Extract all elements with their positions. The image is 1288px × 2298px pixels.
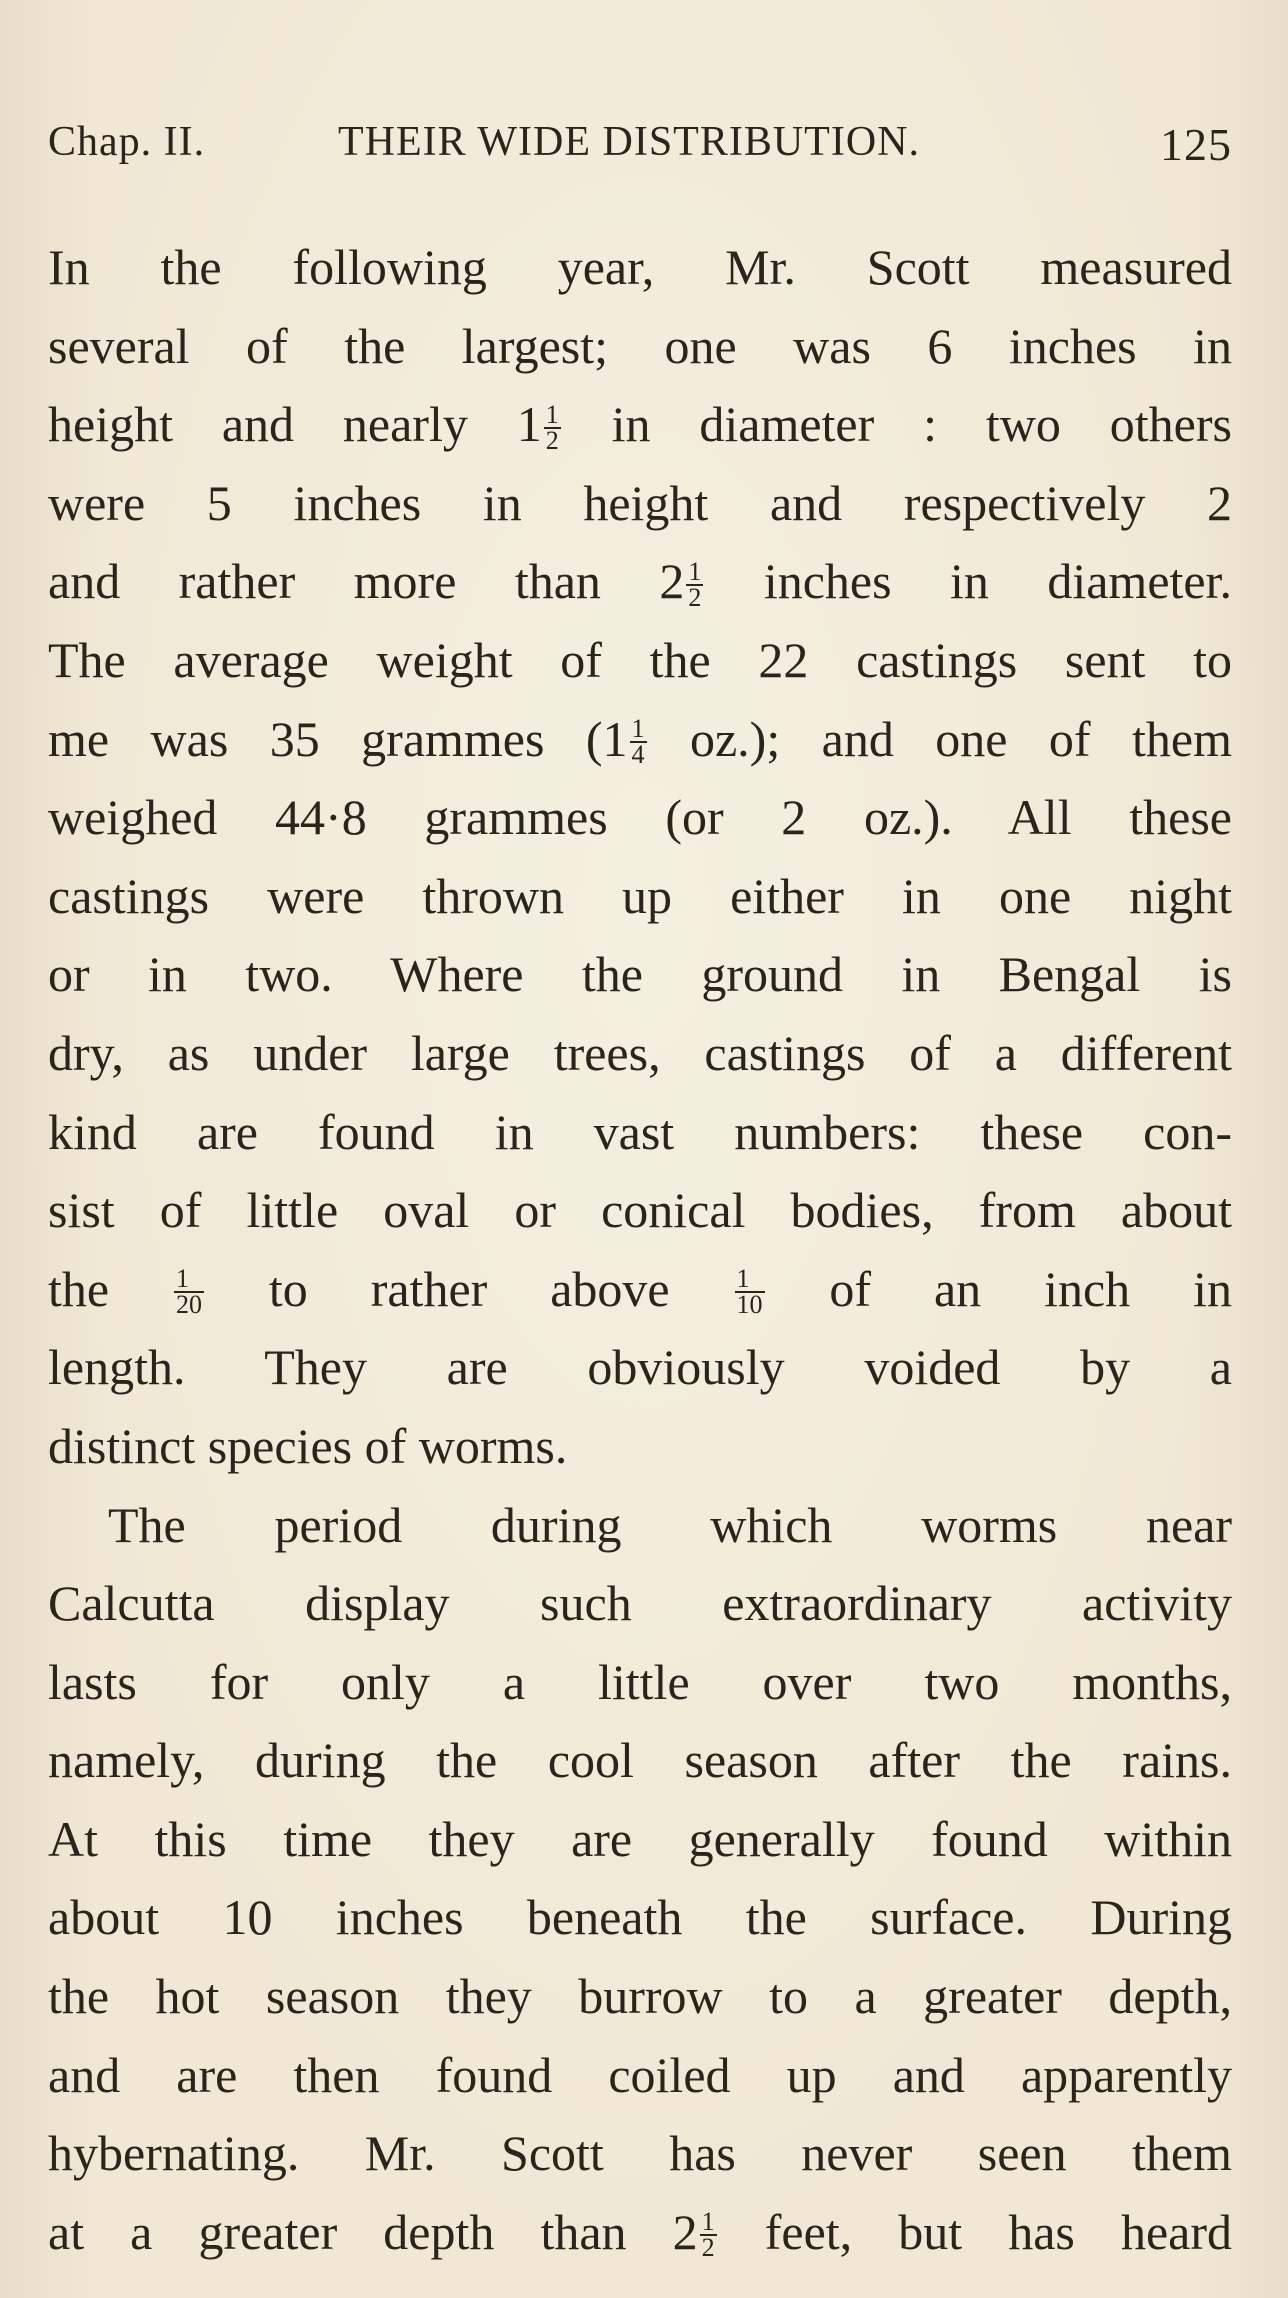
line-text: sist of little oval or conical bodies, from about (48, 1182, 1232, 1239)
fraction (686, 556, 703, 612)
fraction (700, 2207, 717, 2263)
fraction-numerator: 1 (701, 2207, 715, 2237)
fraction-numerator: 1 (688, 556, 702, 586)
line-text: height and nearly 1 (48, 396, 542, 453)
line-text: the (48, 1260, 172, 1317)
fraction-numerator: 1 (735, 1267, 765, 1293)
text-line (48, 1486, 1232, 1565)
text-line (48, 621, 1232, 700)
text-line (48, 857, 1232, 936)
text-line (48, 1014, 1232, 1093)
text-line (48, 1250, 1232, 1329)
line-text: about 10 inches beneath the surface. During (48, 1889, 1232, 1946)
page-number: 125 (1160, 119, 1232, 170)
line-text: the hot season they burrow to a greater depth, (48, 1968, 1232, 2025)
line-text: At this time they are generally found within (48, 1810, 1232, 1867)
body-text (48, 228, 1232, 2271)
text-line (48, 1800, 1232, 1879)
text-line (48, 2036, 1232, 2115)
line-text: and are then found coiled up and apparently (48, 2046, 1232, 2103)
line-text: In the following year, Mr. Scott measured (48, 239, 1232, 295)
text-line (48, 1407, 1232, 1486)
text-line (48, 464, 1232, 543)
text-line (48, 1721, 1232, 1800)
line-text: kind are found in vast numbers: these con- (48, 1103, 1232, 1160)
line-text: several of the largest; one was 6 inches in (48, 317, 1232, 374)
text-line (48, 2114, 1232, 2193)
text-line (48, 1564, 1232, 1643)
line-text: inches in diameter. (705, 553, 1232, 610)
fraction-denominator: 4 (631, 740, 645, 770)
line-text: weighed 44·8 grammes (or 2 oz.). All these (48, 789, 1232, 846)
text-line (48, 1328, 1232, 1407)
line-text: of an inch in (766, 1260, 1232, 1317)
line-text: feet, but has heard (718, 2203, 1232, 2260)
line-text: and rather more than 2 (48, 553, 685, 610)
text-line (48, 1643, 1232, 1722)
text-line (48, 2193, 1232, 2272)
fraction (544, 399, 561, 455)
line-text: to rather above (206, 1260, 733, 1317)
text-line (48, 1878, 1232, 1957)
text-line (48, 228, 1232, 307)
line-text: oz.); and one of them (648, 710, 1232, 767)
line-text: castings were thrown up either in one night (48, 867, 1232, 924)
line-text: length. They are obviously voided by a (48, 1339, 1232, 1396)
text-line (48, 935, 1232, 1014)
line-text: namely, during the cool season after the rains. (48, 1732, 1232, 1789)
text-line (48, 1957, 1232, 2036)
line-text: Calcutta display such extraordinary activity (48, 1575, 1232, 1632)
fraction (630, 714, 647, 770)
fraction-denominator: 2 (701, 2233, 715, 2263)
line-text: distinct species of worms. (48, 1417, 568, 1474)
text-line (48, 778, 1232, 857)
line-text: me was 35 grammes (1 (48, 710, 628, 767)
fraction (735, 1264, 765, 1320)
fraction-denominator: 20 (176, 1290, 202, 1320)
fraction (174, 1264, 204, 1320)
text-line (48, 385, 1232, 464)
fraction-denominator: 2 (688, 582, 702, 612)
fraction-numerator: 1 (174, 1267, 204, 1293)
line-text: The period during which worms near (108, 1496, 1232, 1553)
running-header (48, 118, 1232, 178)
line-text: The average weight of the 22 castings sent to (48, 631, 1232, 688)
line-text: lasts for only a little over two months, (48, 1653, 1232, 1710)
chapter-label: Chap. II. (48, 119, 206, 165)
text-line (48, 700, 1232, 779)
fraction-numerator: 1 (631, 714, 645, 744)
line-text: in diameter : two others (562, 396, 1232, 453)
line-text: or in two. Where the ground in Bengal is (48, 946, 1232, 1003)
text-line (48, 1171, 1232, 1250)
line-text: at a greater depth than 2 (48, 2203, 698, 2260)
text-line (48, 307, 1232, 386)
fraction-numerator: 1 (545, 399, 559, 429)
line-text: were 5 inches in height and respectively 2 (48, 474, 1232, 531)
line-text: dry, as under large trees, castings of a different (48, 1024, 1232, 1081)
line-text: hybernating. Mr. Scott has never seen them (48, 2125, 1232, 2182)
text-line (48, 542, 1232, 621)
fraction-denominator: 10 (736, 1290, 763, 1320)
fraction-denominator: 2 (545, 425, 559, 455)
running-title: THEIR WIDE DISTRIBUTION. (338, 119, 920, 165)
text-line (48, 1093, 1232, 1172)
